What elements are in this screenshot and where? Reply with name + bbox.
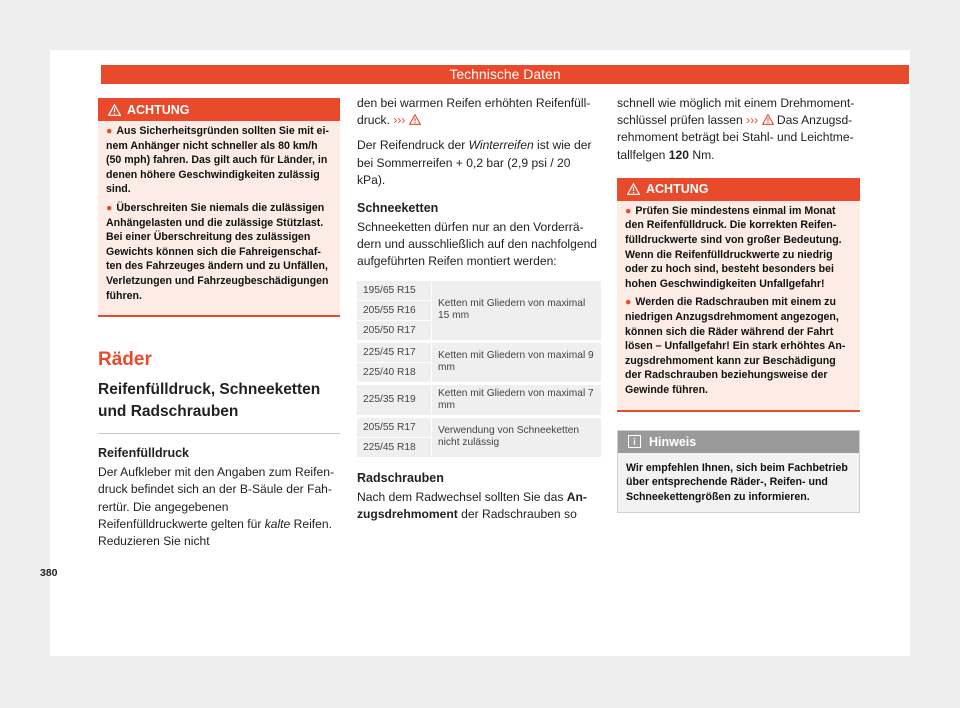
warning-box: [98, 98, 340, 317]
column-left: [98, 98, 340, 558]
subsection-heading: Schneeketten: [357, 201, 439, 216]
chapter-heading: Räder: [98, 349, 152, 371]
page-number: 380: [40, 567, 58, 579]
divider: [98, 433, 340, 434]
text-run: Reifen. Reduzieren Sie nicht: [98, 516, 332, 548]
warning-body: [617, 201, 860, 410]
warning-item: [625, 204, 852, 292]
paragraph: Schneeketten dürfen nur an den Vorderrädern und ausschließlich auf den nachfolgend aufgeführten Reifen montiert werden:: [357, 220, 598, 269]
warning-header: [98, 98, 340, 121]
paragraph: [357, 137, 601, 189]
table-cell-size: 225/45 R18: [357, 437, 432, 457]
section-heading: Reifenfülldruck, Schneeketten und Radschrauben: [98, 381, 321, 421]
table-cell-size: 225/35 R19: [357, 383, 432, 416]
warning-text: Aus Sicherheitsgründen sollten Sie mit einem Anhänger nicht schneller als 80 km/h (50 mph) fahren. Das gilt auch für Länder, in denen höhere Geschwindigkeiten zulässig sind.: [106, 125, 329, 196]
warning-body: [98, 121, 340, 315]
table-cell-size: 205/50 R17: [357, 320, 432, 341]
warning-item: [106, 124, 332, 197]
snow-chain-table: [357, 281, 601, 457]
warning-text: Werden die Radschrauben mit einem zu niedrigen Anzugsdrehmoment angezogen, können sich die Räder während der Fahrt lösen – Unfallgefahr! Ein stark erhöhtes Anzugsdrehmoment kann zur Beschädigung der Radschrauben beziehungsweise der Gewinde führen.: [625, 296, 846, 396]
text-run: den bei warmen Reifen erhöhten Reifenfülldruck.: [357, 96, 591, 128]
text-run: Nach dem Radwechsel sollten Sie das: [357, 489, 567, 504]
column-right: [617, 98, 860, 513]
paragraph: [98, 464, 340, 550]
table-cell-desc: Verwendung von Schneeketten nicht zulässig: [432, 416, 602, 457]
emphasis-text: Winterreifen: [468, 138, 534, 153]
table-cell-size: 205/55 R17: [357, 416, 432, 437]
bullet-icon: ●: [106, 125, 113, 137]
torque-value: 120: [668, 147, 689, 162]
cross-reference-arrows[interactable]: ›››: [746, 113, 759, 128]
table-cell-desc: Ketten mit Gliedern von maximal 15 mm: [432, 281, 602, 342]
warning-triangle-icon: [108, 104, 121, 116]
table-row: [357, 383, 601, 416]
table-cell-desc: Ketten mit Gliedern von maximal 7 mm: [432, 383, 602, 416]
warning-header: [617, 178, 860, 201]
note-title: Hinweis: [649, 434, 697, 449]
text-run: ist wie der bei Sommerreifen + 0,2 bar (2,9 psi / 20 kPa).: [357, 138, 592, 187]
warning-title: ACHTUNG: [127, 102, 190, 117]
warning-item: [106, 201, 332, 303]
note-box: [617, 430, 860, 514]
text-run: der Radschrauben so: [457, 506, 577, 521]
text-run: Das Anzugsdrehmoment beträgt bei Stahl- und Leichtmetallfelgen: [617, 113, 854, 162]
note-body: Wir empfehlen Ihnen, sich beim Fachbetrieb über entsprechende Räder-, Reifen- und Schneekettengrößen zu informieren.: [626, 461, 848, 503]
text-run: Der Reifendruck der: [357, 138, 469, 153]
table-cell-size: 195/65 R15: [357, 281, 432, 301]
bullet-icon: ●: [106, 201, 113, 214]
text-run: schnell wie möglich mit einem Drehmomentschlüssel prüfen lassen: [617, 96, 855, 128]
text-run: Nm.: [688, 147, 715, 162]
column-middle: [357, 98, 601, 531]
warning-item: [625, 295, 852, 397]
warning-triangle-icon: [409, 114, 421, 125]
paragraph: [617, 95, 860, 164]
warning-text: Prüfen Sie mindestens einmal im Monat den Reifenfülldruck. Die korrekten Reifenfülldruckwerte sind von großer Bedeutung. Wenn die Reifenfülldruckwerte zu niedrig oder zu hoch sind, besteht besonders bei hohen Geschwindigkeiten Unfallgefahr!: [625, 204, 842, 290]
warning-triangle-icon: [762, 114, 774, 125]
subsection-heading: Radschrauben: [357, 470, 444, 485]
bold-text: Anzugsdrehmoment: [357, 489, 587, 521]
warning-text: Überschreiten Sie niemals die zulässigen Anhängelasten und die zulässige Stützlast. Bei einer Überschreitung des zulässigen Gewichts können sich die Fahreigenschaften des Fahrzeuges ändern und zu Unfällen, Verletzungen und Fahrzeugbeschädigungen führen.: [106, 201, 329, 302]
note-header: [618, 431, 859, 453]
paragraph: [357, 95, 601, 129]
bullet-icon: ●: [625, 296, 632, 309]
table-row: [357, 416, 601, 437]
manual-page: [50, 50, 910, 656]
bullet-icon: ●: [625, 204, 632, 217]
subsection-heading: Reifenfülldruck: [98, 446, 189, 461]
warning-title: ACHTUNG: [646, 182, 709, 197]
text-run: Der Aufkleber mit den Angaben zum Reifendruck befindet sich an der B-Säule der Fahrertür. Die angegebenen Reifenfülldruckwerte gelten für: [98, 465, 334, 531]
warning-triangle-icon: [627, 183, 640, 195]
paragraph: [357, 489, 601, 523]
emphasis-text: kalte: [264, 516, 291, 531]
table-row: [357, 281, 601, 301]
table-row: [357, 341, 601, 362]
section-header: Technische Daten: [101, 65, 909, 84]
table-cell-desc: Ketten mit Gliedern von maximal 9 mm: [432, 341, 602, 383]
table-cell-size: 225/45 R17: [357, 341, 432, 362]
cross-reference-arrows[interactable]: ›››: [393, 113, 406, 128]
warning-box: [617, 178, 860, 412]
table-cell-size: 205/55 R16: [357, 300, 432, 320]
table-cell-size: 225/40 R18: [357, 362, 432, 383]
info-icon: [628, 435, 641, 448]
